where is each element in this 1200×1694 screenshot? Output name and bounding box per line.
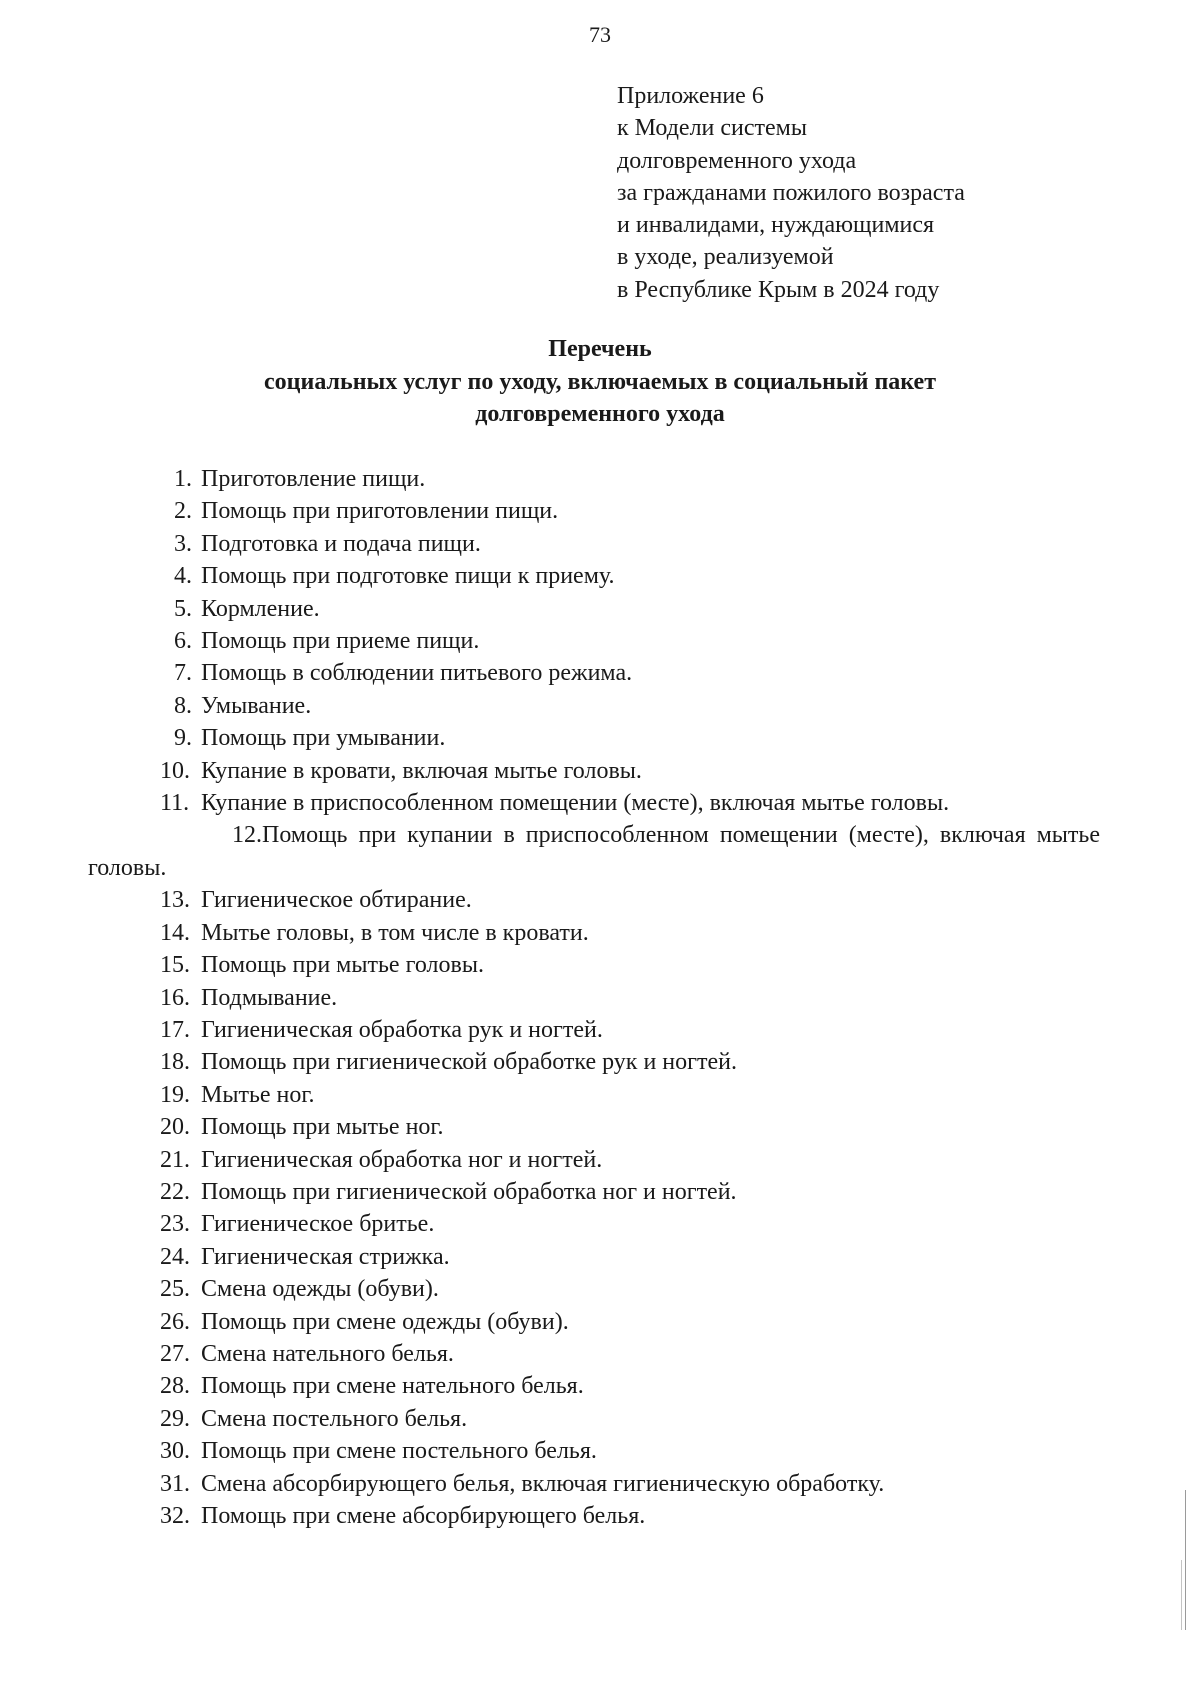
service-text: Помощь при приеме пищи.: [201, 628, 480, 655]
appendix-line: к Модели системы: [617, 115, 807, 142]
service-number: 22.: [160, 1178, 190, 1205]
service-item: [88, 1306, 1100, 1338]
service-text: Подготовка и подача пищи.: [201, 530, 481, 557]
service-item: [88, 495, 1100, 527]
document-title: [0, 333, 1200, 431]
service-item: [88, 657, 1100, 689]
service-text: Купание в кровати, включая мытье головы.: [201, 757, 642, 784]
service-number: 27.: [160, 1340, 190, 1367]
appendix-line: Приложение 6: [617, 83, 764, 109]
service-text: Помощь при приготовлении пищи.: [201, 498, 559, 525]
service-number: 11.: [160, 790, 190, 817]
service-number: 5.: [174, 595, 192, 622]
title-line: Перечень: [548, 336, 652, 362]
service-text: Мытье ног.: [201, 1081, 315, 1108]
service-number: 12.: [232, 822, 262, 849]
service-number: 16.: [160, 984, 190, 1011]
appendix-line: и инвалидами, нуждающимися: [617, 212, 935, 239]
service-item: [88, 528, 1100, 560]
service-number: 13.: [160, 887, 190, 914]
service-item: [88, 1403, 1100, 1435]
page-number: 73: [589, 22, 611, 47]
service-item: [88, 560, 1100, 592]
service-item: [88, 1079, 1100, 1111]
services-list: [88, 463, 1100, 1532]
service-item: [88, 755, 1100, 787]
service-item: [88, 1370, 1100, 1402]
service-item: [88, 1241, 1100, 1273]
service-item: [88, 1468, 1100, 1500]
service-text: Умывание.: [201, 692, 312, 719]
service-number: 28.: [160, 1373, 190, 1400]
service-item: [88, 690, 1100, 722]
service-text: Гигиеническое бритье.: [201, 1211, 435, 1238]
service-item: [88, 1338, 1100, 1370]
service-number: 15.: [160, 952, 190, 979]
service-item: [88, 1500, 1100, 1532]
appendix-line: за гражданами пожилого возраста: [617, 179, 965, 206]
service-number: 4.: [174, 563, 192, 590]
service-text: Помощь при подготовке пищи к приему.: [201, 563, 615, 590]
service-text: Купание в приспособленном помещении (месте), включая мытье головы.: [201, 790, 950, 817]
service-item: [88, 917, 1100, 949]
service-item: [88, 1144, 1100, 1176]
service-text: Помощь при купании в приспособленном помещении (месте), включая мытье головы.: [88, 822, 1100, 881]
service-item: [88, 1273, 1100, 1305]
service-text: Помощь при гигиенической обработке рук и ногтей.: [201, 1049, 737, 1076]
service-item: [88, 722, 1100, 754]
service-text: Мытье головы, в том числе в кровати.: [201, 919, 589, 946]
service-item: [88, 884, 1100, 916]
service-number: 20.: [160, 1114, 190, 1141]
service-item: [88, 1208, 1100, 1240]
service-text: Смена одежды (обуви).: [201, 1276, 439, 1303]
service-number: 26.: [160, 1308, 190, 1335]
service-number: 23.: [160, 1211, 190, 1238]
scan-artifact-line: [1185, 1490, 1186, 1630]
service-item: [88, 1435, 1100, 1467]
service-number: 25.: [160, 1276, 190, 1303]
appendix-line: в Республике Крым в 2024 году: [617, 276, 940, 303]
service-item: [88, 463, 1100, 495]
service-text: Помощь при мытье ног.: [201, 1114, 444, 1141]
service-text: Смена постельного белья.: [201, 1405, 468, 1432]
service-text: Кормление.: [201, 595, 320, 622]
title-line: социальных услуг по уходу, включаемых в социальный пакет: [264, 368, 936, 395]
service-text: Смена нательного белья.: [201, 1340, 454, 1367]
title-line: долговременного ухода: [475, 401, 725, 427]
service-item: [88, 982, 1100, 1014]
service-item: [88, 787, 1100, 819]
service-number: 30.: [160, 1438, 190, 1465]
service-number: 29.: [160, 1405, 190, 1432]
service-text: Помощь при смене одежды (обуви).: [201, 1308, 569, 1335]
service-text: Гигиеническая обработка ног и ногтей.: [201, 1146, 603, 1173]
service-number: 2.: [174, 498, 192, 525]
service-text: Подмывание.: [201, 984, 338, 1011]
service-item: [88, 625, 1100, 657]
service-text: Приготовление пищи.: [201, 466, 426, 492]
service-number: 10.: [160, 757, 190, 784]
service-item: [88, 1176, 1100, 1208]
service-number: 1.: [174, 466, 192, 492]
service-item: [88, 593, 1100, 625]
service-item: [88, 1014, 1100, 1046]
service-text: Помощь при гигиенической обработка ног и ногтей.: [201, 1178, 737, 1205]
service-item: [88, 1046, 1100, 1078]
service-number: 14.: [160, 919, 190, 946]
service-number: 3.: [174, 530, 192, 557]
service-number: 6.: [174, 628, 192, 655]
service-text: Помощь при смене постельного белья.: [201, 1438, 597, 1465]
service-text: Помощь при смене абсорбирующего белья.: [201, 1503, 646, 1529]
appendix-header: [617, 80, 965, 306]
service-number: 7.: [174, 660, 192, 687]
service-text: Смена абсорбирующего белья, включая гигиеническую обработку.: [201, 1470, 885, 1497]
service-number: 19.: [160, 1081, 190, 1108]
service-text: Гигиеническая стрижка.: [201, 1243, 450, 1270]
service-number: 8.: [174, 692, 192, 719]
service-text: Помощь при мытье головы.: [201, 952, 484, 979]
service-number: 9.: [174, 725, 192, 752]
scan-artifact-line: [1181, 1560, 1182, 1630]
service-item: [88, 1111, 1100, 1143]
service-text: Помощь при смене нательного белья.: [201, 1373, 584, 1400]
service-number: 24.: [160, 1243, 190, 1270]
service-number: 31.: [160, 1470, 190, 1497]
service-text: Помощь при умывании.: [201, 725, 446, 752]
service-number: 17.: [160, 1016, 190, 1043]
service-text: Гигиеническое обтирание.: [201, 887, 472, 914]
service-number: 21.: [160, 1146, 190, 1173]
service-item: [88, 819, 1100, 884]
appendix-line: долговременного ухода: [617, 147, 857, 174]
service-number: 32.: [160, 1503, 190, 1529]
appendix-line: в уходе, реализуемой: [617, 244, 834, 271]
service-text: Помощь в соблюдении питьевого режима.: [201, 660, 633, 687]
service-text: Гигиеническая обработка рук и ногтей.: [201, 1016, 603, 1043]
service-item: [88, 949, 1100, 981]
service-number: 18.: [160, 1049, 190, 1076]
